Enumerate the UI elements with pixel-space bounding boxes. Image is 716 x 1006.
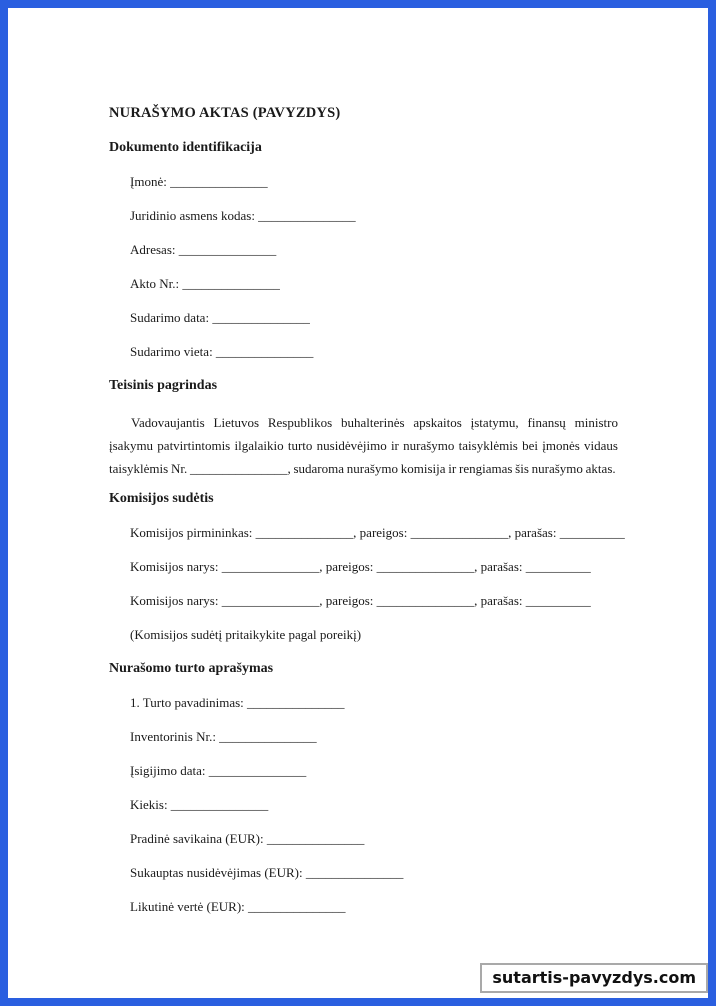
write-off-act-document	[8, 8, 708, 915]
commission-member-row-1: Komisijos narys: _______________, pareigos: _______________, parašas: __________	[130, 559, 591, 574]
section-heading-nurasomo-turto-aprasymas: Nurašomo turto aprašymas	[109, 661, 274, 676]
watermark-badge[interactable]: sutartis-pavyzdys.com	[480, 963, 708, 993]
field-likutine-verte: Likutinė vertė (EUR): _______________	[130, 899, 346, 914]
field-imone: Įmonė: _______________	[130, 174, 268, 189]
commission-note: (Komisijos sudėtį pritaikykite pagal poreikį)	[130, 627, 362, 642]
legal-basis-paragraph: Vadovaujantis Lietuvos Respublikos buhalterinės apskaitos įstatymu, finansų ministro įsakymu patvirtintomis ilgalaikio turto nusidėvėjimo ir nurašymo taisyklėmis bei įmonės vidaus taisyklėmis Nr. _______________, sudaroma nurašymo komisija ir rengiamas šis nurašymo aktas.	[109, 415, 618, 476]
section-heading-teisinis-pagrindas: Teisinis pagrindas	[109, 378, 218, 393]
section-heading-komisijos-sudetis: Komisijos sudėtis	[109, 491, 214, 506]
field-sudarimo-vieta: Sudarimo vieta: _______________	[130, 344, 314, 359]
document-title: NURAŠYMO AKTAS (PAVYZDYS)	[109, 105, 341, 121]
field-sukauptas-nusidevejimas: Sukauptas nusidėvėjimas (EUR): _______________	[130, 865, 404, 880]
field-kiekis: Kiekis: _______________	[130, 797, 269, 812]
field-inventorinis-nr: Inventorinis Nr.: _______________	[130, 729, 317, 744]
field-juridinio-asmens-kodas: Juridinio asmens kodas: _______________	[130, 208, 356, 223]
commission-chairman-row: Komisijos pirmininkas: _______________, pareigos: _______________, parašas: __________	[130, 525, 625, 540]
field-isigijimo-data: Įsigijimo data: _______________	[130, 763, 307, 778]
field-adresas: Adresas: _______________	[130, 242, 277, 257]
field-turto-pavadinimas: 1. Turto pavadinimas: _______________	[130, 695, 345, 710]
section-heading-document-identification: Dokumento identifikacija	[109, 140, 262, 155]
field-pradine-savikaina: Pradinė savikaina (EUR): _______________	[130, 831, 365, 846]
field-sudarimo-data: Sudarimo data: _______________	[130, 310, 310, 325]
field-akto-nr: Akto Nr.: _______________	[130, 276, 280, 291]
commission-member-row-2: Komisijos narys: _______________, pareigos: _______________, parašas: __________	[130, 593, 591, 608]
